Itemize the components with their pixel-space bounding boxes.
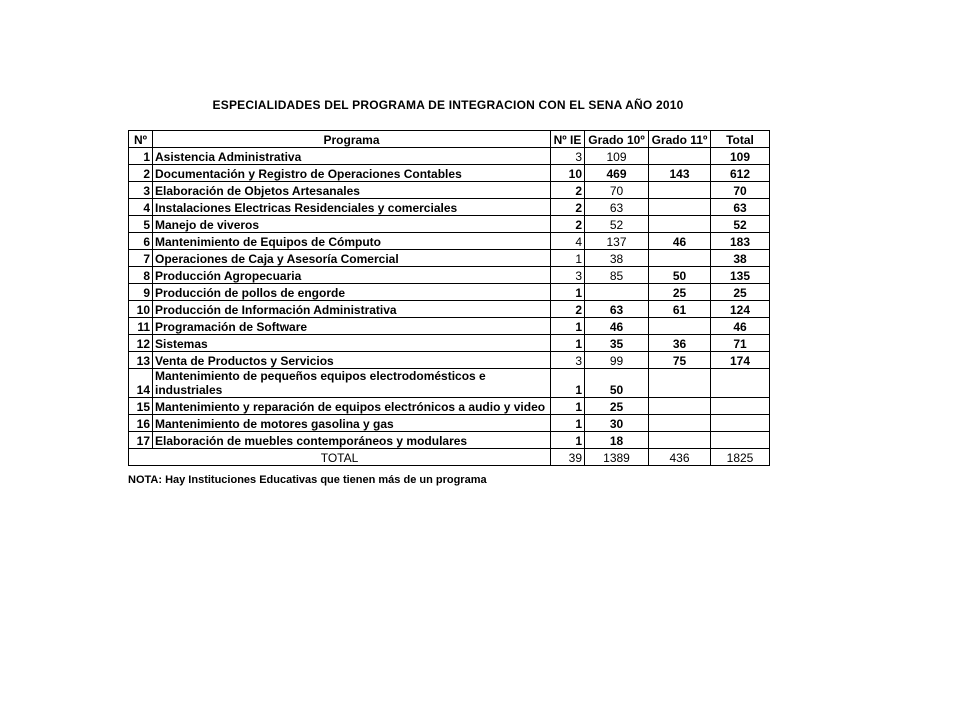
row-number: 10 [129,301,153,318]
total-count: 71 [711,335,770,352]
column-header-program: Programa [153,131,551,148]
program-name: Operaciones de Caja y Asesoría Comercial [153,250,551,267]
grade-11-count [649,318,711,335]
row-number: 14 [129,369,153,398]
total-count: 38 [711,250,770,267]
program-name: Mantenimiento de pequeños equipos electrodomésticos e industriales [153,369,551,398]
ie-count: 1 [551,335,585,352]
grade-10-count: 70 [585,182,649,199]
grade-11-count: 46 [649,233,711,250]
totals-grade-10: 1389 [585,449,649,466]
program-name: Documentación y Registro de Operaciones Contables [153,165,551,182]
row-number: 12 [129,335,153,352]
grade-11-count [649,432,711,449]
table-row [129,369,770,398]
ie-count: 1 [551,415,585,432]
row-number: 17 [129,432,153,449]
program-name: Producción Agropecuaria [153,267,551,284]
table-row [129,432,770,449]
ie-count: 1 [551,369,585,398]
total-count: 612 [711,165,770,182]
ie-count: 10 [551,165,585,182]
ie-count: 1 [551,250,585,267]
table-row [129,148,770,165]
grade-10-count: 30 [585,415,649,432]
program-name: Producción de Información Administrativa [153,301,551,318]
program-name: Manejo de viveros [153,216,551,233]
grade-10-count: 63 [585,301,649,318]
ie-count: 3 [551,352,585,369]
table-row [129,250,770,267]
column-header-grade-10: Grado 10º [585,131,649,148]
grade-11-count [649,216,711,233]
grade-11-count [649,415,711,432]
ie-count: 2 [551,301,585,318]
grade-10-count: 99 [585,352,649,369]
column-header-total: Total [711,131,770,148]
grade-11-count [649,199,711,216]
row-number: 5 [129,216,153,233]
totals-grade-11: 436 [649,449,711,466]
table-row [129,199,770,216]
program-name: Sistemas [153,335,551,352]
total-count: 174 [711,352,770,369]
table-row [129,352,770,369]
row-number: 9 [129,284,153,301]
ie-count: 3 [551,148,585,165]
ie-count: 1 [551,284,585,301]
totals-label: TOTAL [129,449,551,466]
grade-11-count: 25 [649,284,711,301]
program-name: Programación de Software [153,318,551,335]
table-row [129,284,770,301]
total-count: 46 [711,318,770,335]
grade-11-count: 61 [649,301,711,318]
program-name: Mantenimiento de motores gasolina y gas [153,415,551,432]
ie-count: 2 [551,216,585,233]
grade-10-count: 63 [585,199,649,216]
row-number: 2 [129,165,153,182]
total-count [711,432,770,449]
grade-11-count: 143 [649,165,711,182]
ie-count: 1 [551,318,585,335]
total-count [711,369,770,398]
grade-10-count: 38 [585,250,649,267]
table-row [129,301,770,318]
table-row [129,335,770,352]
program-name: Instalaciones Electricas Residenciales y comerciales [153,199,551,216]
program-name: Elaboración de Objetos Artesanales [153,182,551,199]
table-row [129,216,770,233]
program-name: Venta de Productos y Servicios [153,352,551,369]
grade-10-count: 35 [585,335,649,352]
row-number: 8 [129,267,153,284]
table-row [129,318,770,335]
row-number: 7 [129,250,153,267]
row-number: 13 [129,352,153,369]
ie-count: 1 [551,398,585,415]
grade-10-count: 137 [585,233,649,250]
grade-10-count: 25 [585,398,649,415]
row-number: 1 [129,148,153,165]
total-count: 109 [711,148,770,165]
grade-10-count: 50 [585,369,649,398]
column-header-grade-11: Grado 11º [649,131,711,148]
total-count: 70 [711,182,770,199]
program-name: Asistencia Administrativa [153,148,551,165]
grade-10-count [585,284,649,301]
program-name: Mantenimiento y reparación de equipos electrónicos a audio y video [153,398,551,415]
grade-11-count [649,369,711,398]
total-count: 52 [711,216,770,233]
totals-total: 1825 [711,449,770,466]
column-header-number: Nº [129,131,153,148]
table-row [129,398,770,415]
program-name: Producción de pollos de engorde [153,284,551,301]
row-number: 4 [129,199,153,216]
footnote: NOTA: Hay Instituciones Educativas que tienen más de un programa [128,474,487,486]
table-row [129,233,770,250]
row-number: 16 [129,415,153,432]
grade-10-count: 18 [585,432,649,449]
grade-10-count: 52 [585,216,649,233]
total-count: 124 [711,301,770,318]
grade-10-count: 46 [585,318,649,335]
grade-11-count: 36 [649,335,711,352]
table-row [129,182,770,199]
row-number: 3 [129,182,153,199]
total-count: 25 [711,284,770,301]
total-count: 183 [711,233,770,250]
grade-11-count: 50 [649,267,711,284]
table-row [129,165,770,182]
table-header-row [129,131,770,148]
table-body [129,148,770,449]
specialties-table [128,130,770,466]
ie-count: 2 [551,182,585,199]
grade-10-count: 469 [585,165,649,182]
ie-count: 2 [551,199,585,216]
total-count: 63 [711,199,770,216]
totals-ie: 39 [551,449,585,466]
row-number: 6 [129,233,153,250]
row-number: 11 [129,318,153,335]
page-title: ESPECIALIDADES DEL PROGRAMA DE INTEGRACION CON EL SENA AÑO 2010 [212,98,684,112]
program-name: Elaboración de muebles contemporáneos y modulares [153,432,551,449]
grade-10-count: 85 [585,267,649,284]
grade-11-count [649,182,711,199]
grade-11-count: 75 [649,352,711,369]
column-header-ie-count: Nº IE [551,131,585,148]
program-name: Mantenimiento de Equipos de Cómputo [153,233,551,250]
grade-11-count [649,250,711,267]
table-row [129,415,770,432]
ie-count: 4 [551,233,585,250]
total-count: 135 [711,267,770,284]
total-count [711,415,770,432]
totals-row [129,449,770,466]
grade-11-count [649,148,711,165]
grade-11-count [649,398,711,415]
ie-count: 3 [551,267,585,284]
ie-count: 1 [551,432,585,449]
total-count [711,398,770,415]
table-row [129,267,770,284]
row-number: 15 [129,398,153,415]
grade-10-count: 109 [585,148,649,165]
